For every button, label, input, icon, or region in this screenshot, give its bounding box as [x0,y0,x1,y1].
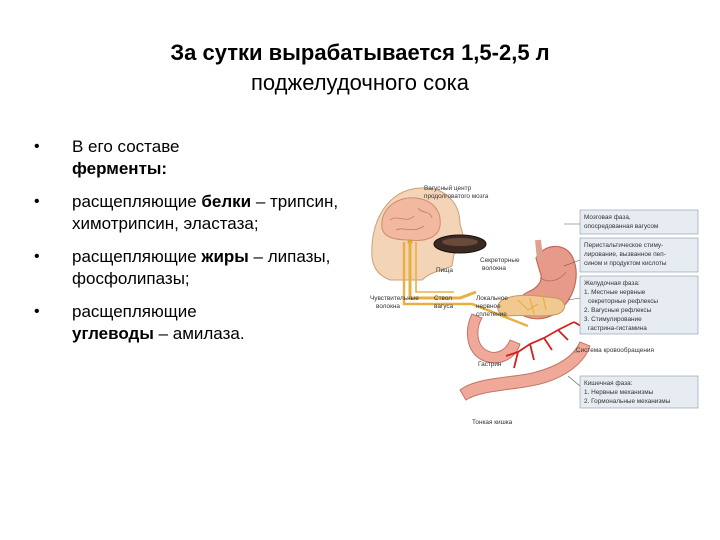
label-duodenum-1: Локальное [476,295,508,302]
label-gastrin: Гастрин [478,361,502,368]
bullet-bold: жиры [201,247,249,266]
bullet-text: расщепляющие [72,302,197,321]
label-vagus-trunk-1: Ствол [434,295,453,302]
label-food: Пища [436,267,453,274]
duodenum-icon [467,314,520,363]
bullet-item [34,136,354,180]
box-line: Кишечная фаза: [584,380,633,387]
slide-title [0,38,720,98]
label-vagus-center-2: продолговатого мозга [424,193,489,200]
label-vagus-trunk-2: вагуса [434,303,454,310]
box-intestinal [580,376,698,408]
bullet-text-rest: – амилаза. [153,324,245,343]
title-line-2: поджелудочного сока [251,70,469,95]
bullet-bold: белки [201,192,252,211]
label-duodenum-2: нервное [476,303,501,310]
label-secretin-1: Секреторные [480,257,520,264]
box-line: Перистальтическое стиму- [584,242,664,249]
bullet-dot: • [34,138,40,155]
label-sensory-2: волокна [376,303,400,310]
box-line: 2. Вагусные рефлексы [584,307,652,314]
box-gastric [580,276,698,334]
bullet-dot: • [34,248,40,265]
bullet-text: расщепляющие [72,247,202,266]
box-line: 1. Местные нервные [584,289,646,296]
label-jejunum: Тонкая кишка [472,419,513,426]
bullet-text: расщепляющие [72,192,202,211]
bullet-bold: углеводы [72,324,154,343]
box-line: Желудочная фаза: [584,280,640,287]
box-line: лирование, вызванное пеп- [584,251,666,258]
bullet-item [34,191,354,235]
box-line: гастрина-гистамина [588,325,647,332]
bullet-text: В его составе [72,137,180,156]
label-sensory-1: Чувствительные [370,295,419,302]
title-line-1: За сутки вырабатывается 1,5-2,5 л [170,40,550,65]
box-line: секреторные рефлексы [588,298,659,305]
bullet-item [34,301,354,345]
label-duodenum-3: сплетение [476,311,507,318]
label-vagus-center-1: Вагусный центр [424,185,472,192]
box-line: сином и продуктом кислоты [584,260,667,267]
box-line: 2. Гормональные механизмы [584,398,671,405]
bullet-list [34,136,354,356]
bullet-text-rest: – липазы, фосфолипазы; [72,247,331,288]
pancreatic-secretion-diagram [368,180,702,432]
box-line: 3. Стимулирование [584,316,642,323]
box-cephalic [580,210,698,234]
bullet-bold: ферменты: [72,159,168,178]
box-line: опосредованная вагусом [584,223,659,230]
bullet-item [34,246,354,290]
box-line: 1. Нервные механизмы [584,389,654,396]
bullet-dot: • [34,303,40,320]
label-blood-system: Система кровообращения [576,347,654,354]
bullet-text-rest: – трипсин, химотрипсин, эластаза; [72,192,339,233]
bullet-dot: • [34,193,40,210]
box-peristaltic [580,238,698,272]
label-secretin-2: волокна [482,265,506,272]
box-line: Мозговая фаза, [584,214,631,221]
